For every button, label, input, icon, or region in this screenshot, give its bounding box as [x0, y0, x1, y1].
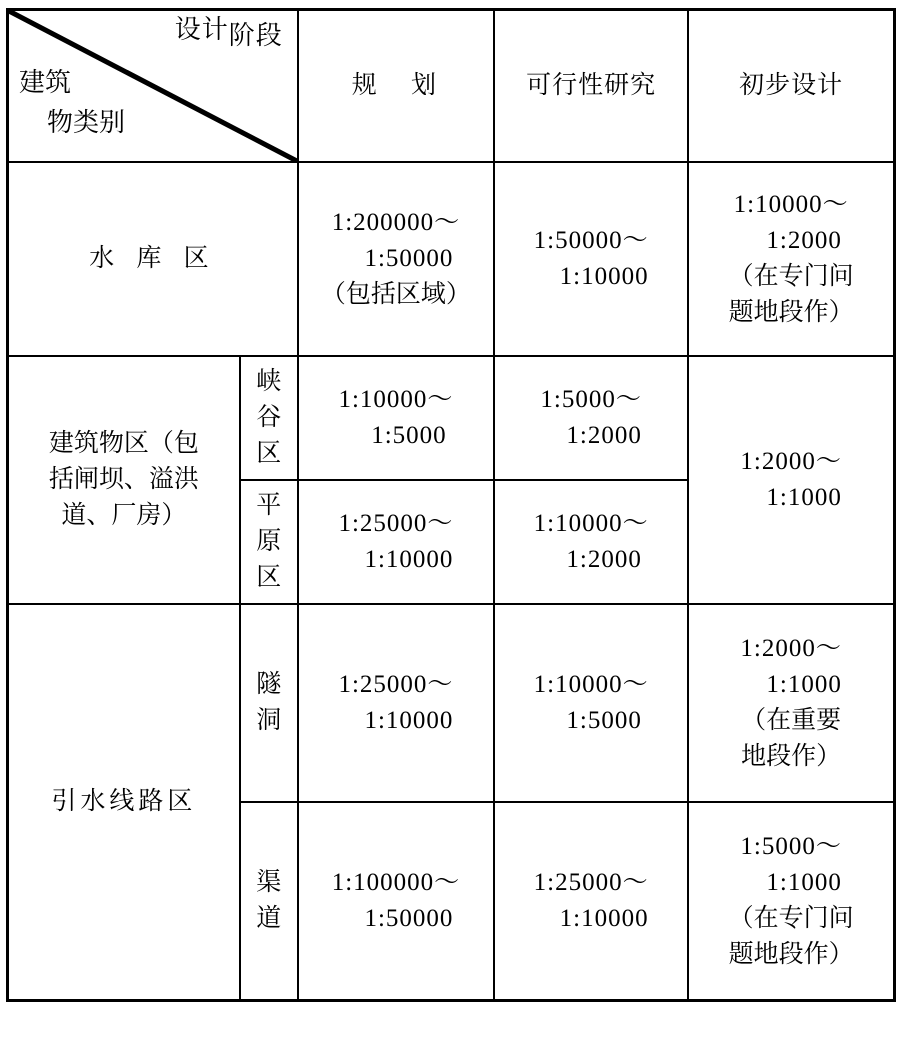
row-label-line: 道、厂房）: [61, 502, 187, 530]
cell-line: 1:50000: [364, 905, 454, 932]
header-corner-bottom-label: [19, 63, 125, 144]
sub-label-tunnel: [240, 604, 298, 802]
cell-line: 题地段作）: [728, 941, 854, 969]
cell-line: 1:10000～: [533, 509, 649, 537]
header-corner-top-label: [175, 17, 283, 55]
header-corner-bottom-line2: 物类别: [47, 108, 126, 138]
cell-line: （在重要: [741, 707, 842, 734]
table-row: [8, 604, 895, 802]
cell-canal-preliminary: [688, 802, 894, 1001]
scale-table: [6, 8, 896, 1002]
cell-line: （在专门问: [728, 263, 854, 290]
cell-tunnel-planning: [298, 604, 494, 802]
cell-plain-planning: [298, 480, 494, 604]
table-header-row: [8, 10, 895, 163]
header-corner-bottom-line1: 建筑: [19, 68, 72, 97]
cell-line: 1:25000～: [533, 868, 649, 896]
cell-line: 地段作）: [741, 743, 842, 771]
cell-line: 1:50000: [364, 244, 454, 272]
cell-gorge-planning: [298, 356, 494, 480]
cell-line: 1:1000: [766, 484, 842, 511]
cell-line: 1:10000: [559, 905, 649, 932]
cell-line: 1:50000～: [533, 226, 649, 254]
sub-label-char: 原: [256, 527, 282, 555]
cell-line: 1:10000～: [533, 670, 649, 698]
cell-plain-feasibility: [494, 480, 688, 604]
cell-line: 1:2000: [766, 226, 842, 254]
sub-label-canal: [240, 802, 298, 1001]
table-row: [8, 356, 895, 480]
header-corner-top-part2: 阶段: [228, 21, 283, 50]
row-label-structure-area: [8, 356, 240, 604]
cell-line: （在专门问: [728, 905, 854, 932]
sub-label-char: 谷: [256, 403, 282, 431]
cell-line: （包括区域）: [320, 281, 471, 309]
cell-reservoir-planning: [298, 162, 494, 356]
cell-line: 1:5000: [371, 422, 447, 449]
cell-line: 1:1000: [766, 868, 842, 896]
cell-gorge-feasibility: [494, 356, 688, 480]
cell-line: 1:100000～: [331, 868, 461, 896]
cell-tunnel-preliminary: [688, 604, 894, 802]
header-corner-top-part1: 设计: [174, 15, 229, 44]
cell-canal-planning: [298, 802, 494, 1001]
row-label-line: 建筑物区（包: [48, 429, 199, 457]
column-header-feasibility: 可行性研究: [494, 10, 688, 163]
cell-line: 1:10000: [559, 263, 649, 290]
cell-line: 1:5000～: [740, 832, 842, 860]
table-row: [8, 162, 895, 356]
cell-line: 1:10000: [364, 707, 454, 734]
sub-label-plain-area: [240, 480, 298, 604]
cell-line: 1:2000: [566, 546, 642, 573]
row-label-reservoir: 水 库 区: [8, 162, 298, 356]
cell-line: 1:25000～: [338, 670, 454, 698]
cell-line: 1:10000～: [733, 190, 849, 218]
cell-line: 题地段作）: [728, 299, 854, 327]
cell-canal-feasibility: [494, 802, 688, 1001]
cell-line: 1:5000: [566, 707, 642, 734]
header-corner-cell: [8, 10, 298, 163]
row-label-diversion-route: 引水线路区: [8, 604, 240, 1001]
sub-label-char: 洞: [256, 707, 282, 734]
sub-label-char: 隧: [256, 670, 282, 698]
sub-label-gorge-area: [240, 356, 298, 480]
cell-reservoir-preliminary: [688, 162, 894, 356]
cell-line: 1:25000～: [338, 509, 454, 537]
cell-line: 1:1000: [766, 670, 842, 698]
row-label-line: 括闸坝、溢洪: [48, 465, 199, 493]
cell-line: 1:200000～: [331, 208, 461, 236]
cell-line: 1:10000～: [338, 385, 454, 413]
sub-label-char: 道: [256, 905, 282, 932]
column-header-planning: 规 划: [298, 10, 494, 163]
cell-line: 1:2000: [566, 422, 642, 449]
sub-label-char: 峡: [256, 367, 282, 395]
cell-line: 1:2000～: [740, 447, 842, 475]
sub-label-char: 渠: [256, 868, 282, 896]
cell-line: 1:5000～: [540, 385, 642, 413]
sub-label-char: 平: [256, 491, 282, 519]
column-header-preliminary: 初步设计: [688, 10, 894, 163]
sub-label-char: 区: [256, 440, 282, 468]
cell-structure-preliminary: [688, 356, 894, 604]
cell-line: 1:10000: [364, 546, 454, 573]
sub-label-char: 区: [256, 564, 282, 592]
cell-line: 1:2000～: [740, 634, 842, 662]
cell-reservoir-feasibility: [494, 162, 688, 356]
cell-tunnel-feasibility: [494, 604, 688, 802]
